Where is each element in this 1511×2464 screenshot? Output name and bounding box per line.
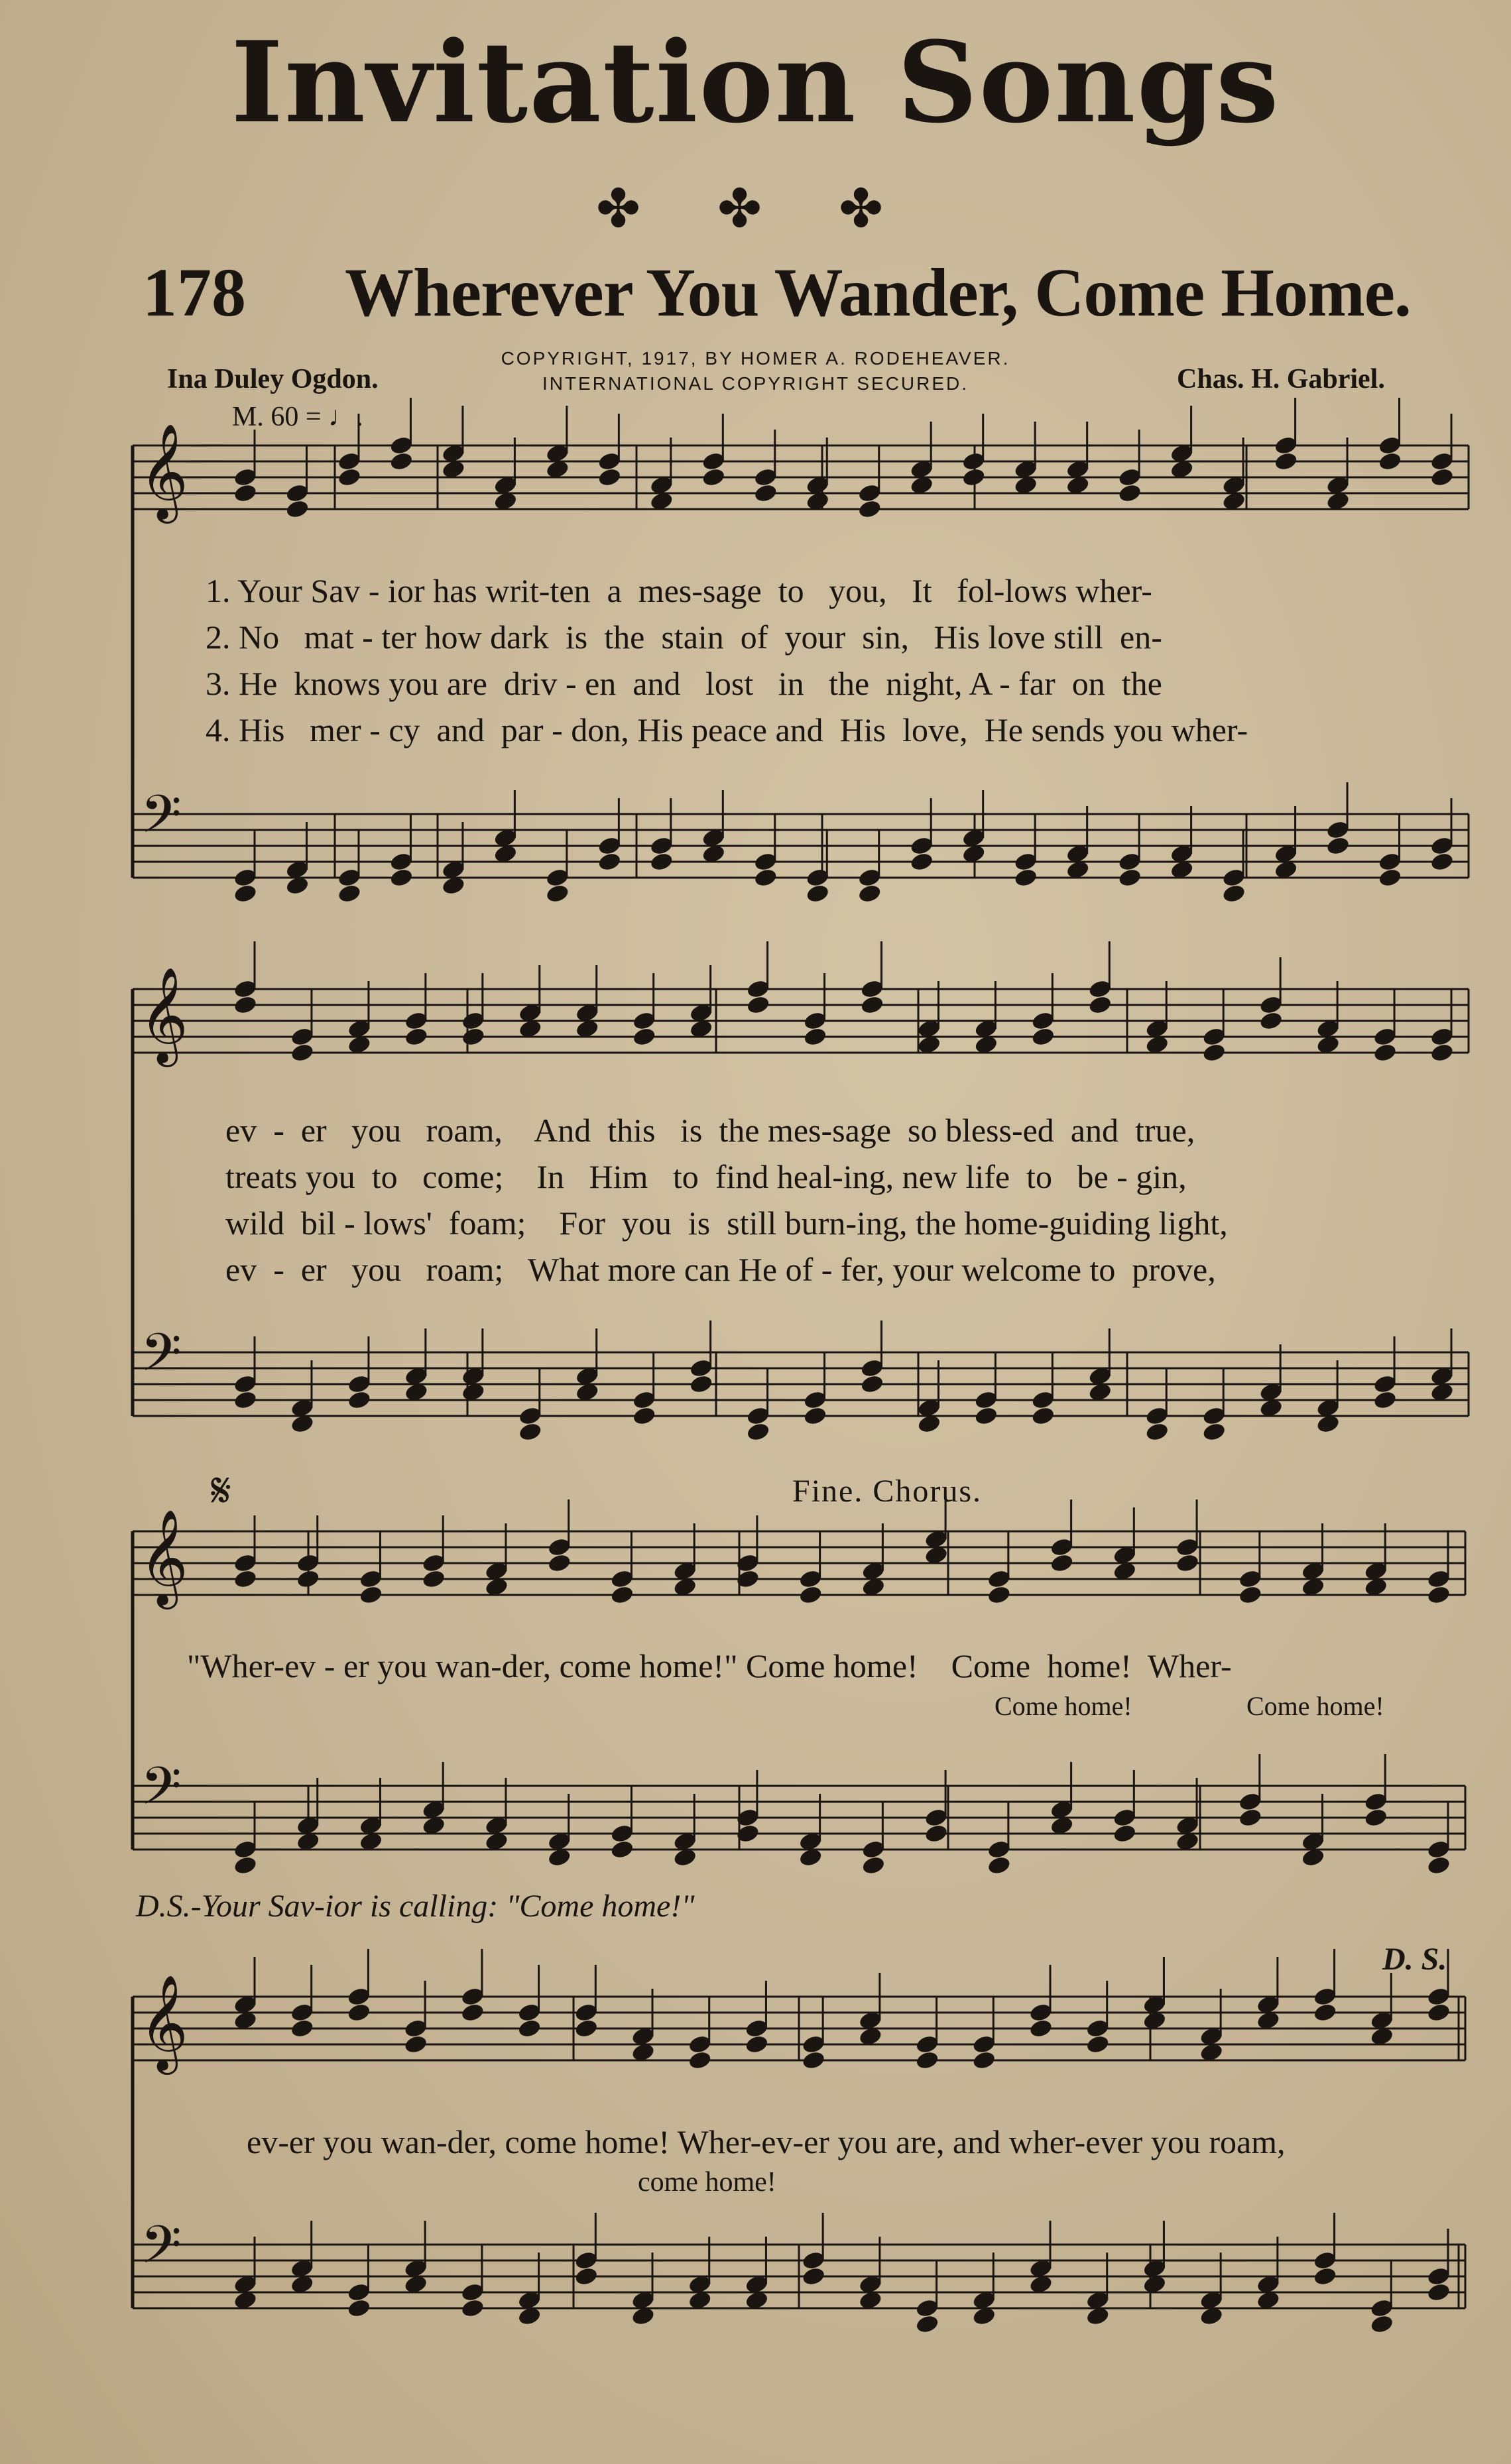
verse-4-line-1: 4. His mer - cy and par - don, His peace and His love, He sends you wher- [206, 711, 1248, 748]
bass-note-3 [861, 1855, 886, 1876]
treble-note-4 [745, 2034, 770, 2055]
composer: Chas. H. Gabriel. [1177, 364, 1385, 394]
bass-note-1 [1117, 867, 1142, 888]
bass-note-3 [1113, 1823, 1138, 1844]
bass-note-2 [803, 1405, 828, 1427]
tempo-marking: M. 60 = ♩. [232, 402, 363, 432]
bass-note-2 [347, 1389, 372, 1411]
treble-note-1 [389, 451, 414, 472]
treble-note-1 [337, 467, 362, 488]
verse-1-line-1: 1. Your Sav - ior has writ-ten a mes-sage to you, It fol-lows wher- [206, 572, 1152, 609]
section-title: Invitation Songs [231, 17, 1280, 148]
bass-note-1 [1221, 883, 1246, 904]
treble-note-2 [1201, 1042, 1227, 1063]
bass-note-3 [1238, 1807, 1263, 1828]
treble-note-3 [547, 1553, 572, 1574]
treble-note-1 [597, 467, 623, 488]
treble-clef-icon-2: 𝄞 [139, 967, 188, 1063]
treble-note-1 [285, 499, 310, 520]
bass-clef-icon-4: 𝄢 [141, 2214, 182, 2289]
echo-come-home-1: Come home! [995, 1691, 1132, 1721]
treble-note-4 [574, 2018, 599, 2039]
treble-note-2 [860, 994, 885, 1016]
bass-note-1 [805, 883, 830, 904]
treble-note-2 [746, 994, 771, 1016]
bass-note-2 [1201, 1421, 1227, 1442]
treble-note-3 [296, 1568, 321, 1590]
echo-come-home-2: Come home! [1246, 1691, 1384, 1721]
treble-note-4 [1313, 2002, 1338, 2023]
bass-clef-icon-3: 𝄢 [141, 1755, 182, 1830]
bass-note-2 [1144, 1421, 1170, 1442]
bass-note-1 [1429, 851, 1455, 872]
fine-chorus-label: Fine. Chorus. [792, 1474, 983, 1509]
treble-note-1 [961, 467, 987, 488]
bass-note-1 [649, 851, 674, 872]
bass-note-1 [597, 851, 623, 872]
treble-note-4 [347, 2002, 372, 2023]
bass-note-3 [987, 1855, 1012, 1876]
treble-note-2 [1087, 994, 1113, 1016]
treble-note-1 [233, 483, 258, 504]
treble-note-2 [1258, 1010, 1284, 1031]
echo-come-home-3: come home! [638, 2167, 776, 2198]
bass-note-2 [1372, 1389, 1398, 1411]
treble-note-4 [1028, 2018, 1054, 2039]
bass-note-3 [1363, 1807, 1388, 1828]
treble-note-4 [1426, 2002, 1451, 2023]
bass-note-1 [233, 883, 258, 904]
treble-note-1 [1429, 467, 1455, 488]
treble-note-3 [359, 1584, 384, 1606]
treble-note-1 [701, 467, 727, 488]
treble-note-3 [233, 1568, 258, 1590]
treble-note-3 [421, 1568, 446, 1590]
bass-note-1 [1013, 867, 1038, 888]
treble-note-4 [460, 2002, 485, 2023]
treble-note-2 [1429, 1042, 1455, 1063]
bass-note-4 [1369, 2314, 1394, 2335]
chorus-lyric: "Wher-ev - er you wan-der, come home!" Come home! Come home! Wher- [187, 1647, 1232, 1684]
verse-2-line-2: treats you to come; In Him to find heal-ing, new life to be - gin, [225, 1158, 1187, 1195]
verse-4-line-2: ev - er you roam; What more can He of - fer, your welcome to prove, [225, 1251, 1216, 1288]
treble-note-2 [290, 1042, 315, 1063]
treble-note-4 [290, 2018, 315, 2039]
bass-note-1 [909, 851, 934, 872]
treble-clef-icon-4: 𝄞 [139, 1974, 188, 2071]
bass-clef-icon-1: 𝄢 [141, 784, 182, 858]
bass-note-4 [915, 2314, 940, 2335]
treble-note-1 [1378, 451, 1403, 472]
hymn-title: Wherever You Wander, Come Home. [345, 255, 1411, 331]
author: Ina Duley Ogdon. [167, 364, 379, 394]
bass-note-3 [1426, 1855, 1451, 1876]
treble-note-2 [404, 1026, 429, 1047]
verse-2-line-1: 2. No mat - ter how dark is the stain of your sin, His love still en- [206, 618, 1162, 656]
bass-note-1 [857, 883, 882, 904]
bass-note-2 [518, 1421, 543, 1442]
refrain-lyric: ev-er you wan-der, come home! Wher-ev-er you are, and wher-ever you roam, [247, 2123, 1286, 2160]
bass-note-1 [545, 883, 570, 904]
bass-note-2 [233, 1389, 258, 1411]
treble-note-4 [403, 2034, 428, 2055]
treble-note-3 [1426, 1584, 1451, 1606]
treble-clef-icon-1: 𝄞 [139, 423, 188, 520]
treble-note-2 [461, 1026, 486, 1047]
ds-instruction: D.S.-Your Sav-ior is calling: "Come home!" [136, 1889, 695, 1924]
bass-note-4 [801, 2266, 826, 2287]
treble-note-4 [915, 2050, 940, 2071]
segno-icon: 𝄋 [211, 1464, 231, 1517]
bass-note-1 [1378, 867, 1403, 888]
bass-note-1 [337, 883, 362, 904]
treble-note-1 [753, 483, 778, 504]
copyright-line-2: INTERNATIONAL COPYRIGHT SECURED. [542, 373, 969, 394]
bass-note-2 [746, 1421, 771, 1442]
treble-note-4 [1085, 2034, 1111, 2055]
cross-ornament-icon: ✤ ✤ ✤ [595, 180, 916, 239]
treble-note-4 [971, 2050, 997, 2071]
treble-note-3 [1050, 1553, 1075, 1574]
bass-note-1 [389, 867, 414, 888]
treble-note-2 [1372, 1042, 1398, 1063]
treble-note-2 [233, 994, 258, 1016]
bass-note-3 [233, 1855, 258, 1876]
bass-note-4 [1426, 2282, 1451, 2303]
treble-clef-icon-3: 𝄞 [139, 1509, 188, 1606]
treble-note-1 [1117, 483, 1142, 504]
bass-note-2 [689, 1374, 714, 1395]
treble-note-1 [1274, 451, 1299, 472]
treble-note-1 [857, 499, 882, 520]
bass-note-4 [460, 2298, 485, 2319]
bass-clef-icon-2: 𝄢 [141, 1322, 182, 1397]
bass-note-4 [347, 2298, 372, 2319]
treble-note-2 [632, 1026, 657, 1047]
bass-note-2 [1031, 1405, 1056, 1427]
verse-1-line-2: ev - er you roam, And this is the mes-sage so bless-ed and true, [225, 1112, 1195, 1149]
ds-mark: D. S. [1382, 1942, 1447, 1977]
treble-note-4 [801, 2050, 826, 2071]
bass-note-2 [974, 1405, 999, 1427]
bass-note-4 [574, 2266, 599, 2287]
verse-3-line-2: wild bil - lows' foam; For you is still burn-ing, the home-guiding light, [225, 1204, 1228, 1242]
treble-note-2 [1031, 1026, 1056, 1047]
treble-note-4 [517, 2018, 542, 2039]
treble-note-3 [610, 1584, 635, 1606]
bass-note-2 [632, 1405, 657, 1427]
treble-note-3 [1238, 1584, 1263, 1606]
bass-note-3 [610, 1839, 635, 1860]
hymn-number: 178 [143, 255, 246, 331]
treble-note-3 [798, 1584, 823, 1606]
verse-3-line-1: 3. He knows you are driv - en and lost in the night, A - far on the [206, 665, 1162, 702]
bass-note-2 [860, 1374, 885, 1395]
bass-note-3 [924, 1823, 949, 1844]
treble-note-2 [803, 1026, 828, 1047]
bass-note-1 [753, 867, 778, 888]
treble-note-3 [987, 1584, 1012, 1606]
treble-note-3 [1175, 1553, 1200, 1574]
treble-note-4 [688, 2050, 713, 2071]
copyright-line-1: COPYRIGHT, 1917, BY HOMER A. RODEHEAVER. [501, 348, 1010, 369]
bass-note-1 [1325, 835, 1351, 856]
bass-note-4 [1313, 2266, 1338, 2287]
